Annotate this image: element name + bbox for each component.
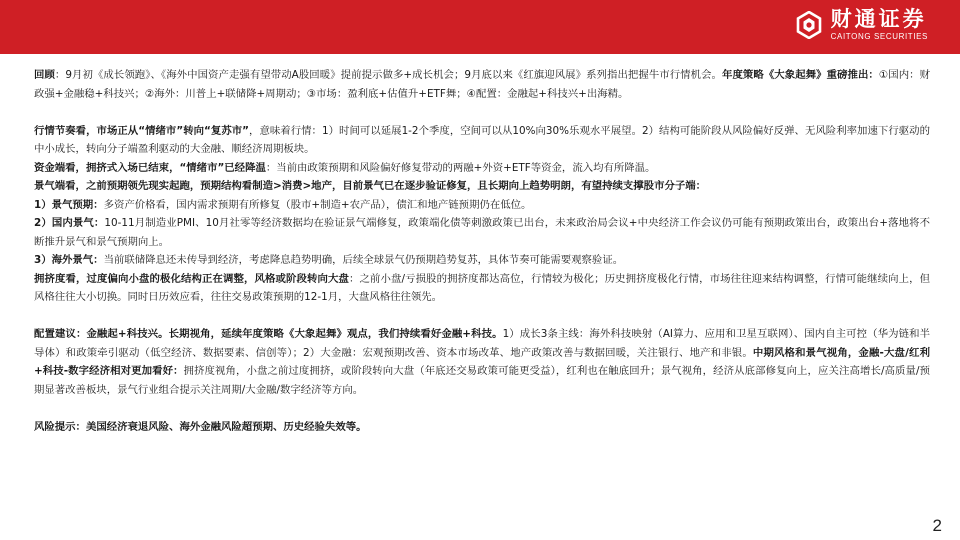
expectation-paragraph xyxy=(34,196,930,215)
expectation-heading: 1）景气预期： xyxy=(34,198,104,211)
expectation-text: 多资产价格看，国内需求预期有所修复（股市+制造+农产品），债汇和地产链预期仍在低位。 xyxy=(103,198,532,211)
rhythm-paragraph xyxy=(34,122,930,159)
header-band xyxy=(0,0,960,54)
spacer xyxy=(34,307,930,326)
domestic-paragraph xyxy=(34,214,930,251)
sentiment-heading: 景气端看，之前预期领先现实起跑，预期结构看制造>消费>地产，目前景气已在逐步验证修复，且长期向上趋势明朗，有望持续支撑股市分子端： xyxy=(34,180,707,192)
allocation-heading: 配置建议：金融起+科技兴。长期视角，延续年度策略《大象起舞》观点，我们持续看好金融+科技。 xyxy=(34,328,503,340)
brand-logo xyxy=(795,9,928,41)
domestic-heading: 2）国内景气： xyxy=(34,217,105,229)
overseas-paragraph xyxy=(34,251,930,270)
sentiment-paragraph xyxy=(34,177,930,196)
overseas-heading: 3）海外景气： xyxy=(34,254,104,266)
funding-text: ：当前由政策预期和风险偏好修复带动的两融+外资+ETF等资金，流入均有所降温。 xyxy=(265,161,656,174)
review-text: ：9月初《成长领跑》、《海外中国资产走强有望带动A股回暖》提前提示做多+成长机会；9月底以来《红旗迎风展》系列指出把握牛市行情机会。 xyxy=(54,69,723,81)
logo-chinese-text: 财通证券 xyxy=(830,7,927,31)
funding-heading: 资金端看，拥挤式入场已结束，“情绪市”已经降温 xyxy=(34,161,266,174)
risk-paragraph xyxy=(34,418,930,437)
annual-strategy-heading: 年度策略《大象起舞》重磅推出： xyxy=(722,69,879,81)
risk-warning: 风险提示：美国经济衰退风险、海外金融风险超预期、历史经验失效等。 xyxy=(34,420,367,433)
report-content xyxy=(34,66,930,436)
funding-paragraph xyxy=(34,159,930,178)
spacer xyxy=(34,103,930,122)
allocation-text: 1）成长3条主线：海外科技映射（AI算力、应用和卫星互联网）、国内自主可控（华为链和半导体）和政策牵引驱动（低空经济、数据要素、信创等）；2）大金融：宏观预期改善、资本市场改革、地产政策改善与数据回暖，关注银行、地产和非银。 xyxy=(34,328,930,359)
review-heading: 回顾 xyxy=(34,69,55,81)
rhythm-text: ，意味着行情：1）时间可以延展1-2个季度，空间可以从10%向30%乐观水平展望。2）结构可能阶段从风险偏好反弹、无风险利率加速下行驱动的中小成长，转向分子端盈利驱动的大金融、顺经济周期板块。 xyxy=(34,124,930,155)
annual-strategy-text: ①国内：财政强+金融稳+科技兴；②海外：川普上+联储降+周期动；③市场：盈利底+估值升+ETF舞；④配置：金融起+科技兴+出海精。 xyxy=(34,69,930,100)
review-paragraph xyxy=(34,66,930,103)
page-number: 2 xyxy=(932,516,942,535)
overseas-text: 当前联储降息还未传导到经济，考虑降息趋势明确，后续全球景气仍预期趋势复苏，具体节奏可能需要观察验证。 xyxy=(103,254,624,266)
rhythm-heading: 行情节奏看，市场正从“情绪市”转向“复苏市” xyxy=(34,124,249,137)
domestic-text: 10-11月制造业PMI、10月社零等经济数据均在验证景气端修复，政策端化债等刺激政策已出台，未来政治局会议+中央经济工作会议仍可能有预期政策出台，政策出台+落地将不断推升景气和景气预期向上。 xyxy=(34,217,930,248)
spacer xyxy=(34,399,930,418)
caitong-logo-icon xyxy=(795,11,823,39)
style-text: 拥挤度视角，小盘之前过度拥挤，或阶段转向大盘（年底还交易政策可能更受益），红利也在触底回升；景气视角，经济从底部修复向上，应关注高增长/高质量/预期显著改善板块，景气行业组合提示关注周期/大金融/数字经济等方向。 xyxy=(34,365,930,396)
style-heading: 中期风格和景气视角，金融-大盘/红利+科技-数字经济相对更加看好： xyxy=(34,346,930,377)
logo-english-text: CAITONG SECURITIES xyxy=(830,32,928,41)
crowding-text: ：之前小盘/亏损股的拥挤度都达高位，行情较为极化；历史拥挤度极化行情，市场往往迎来结构调整，行情可能继续向上，但风格往往大小切换。同时日历效应看，往往交易政策预期的12-1月，大盘风格往往领先。 xyxy=(34,272,930,303)
crowding-paragraph xyxy=(34,270,930,307)
allocation-paragraph xyxy=(34,325,930,399)
crowding-heading: 拥挤度看，过度偏向小盘的极化结构正在调整，风格或阶段转向大盘 xyxy=(34,272,349,285)
